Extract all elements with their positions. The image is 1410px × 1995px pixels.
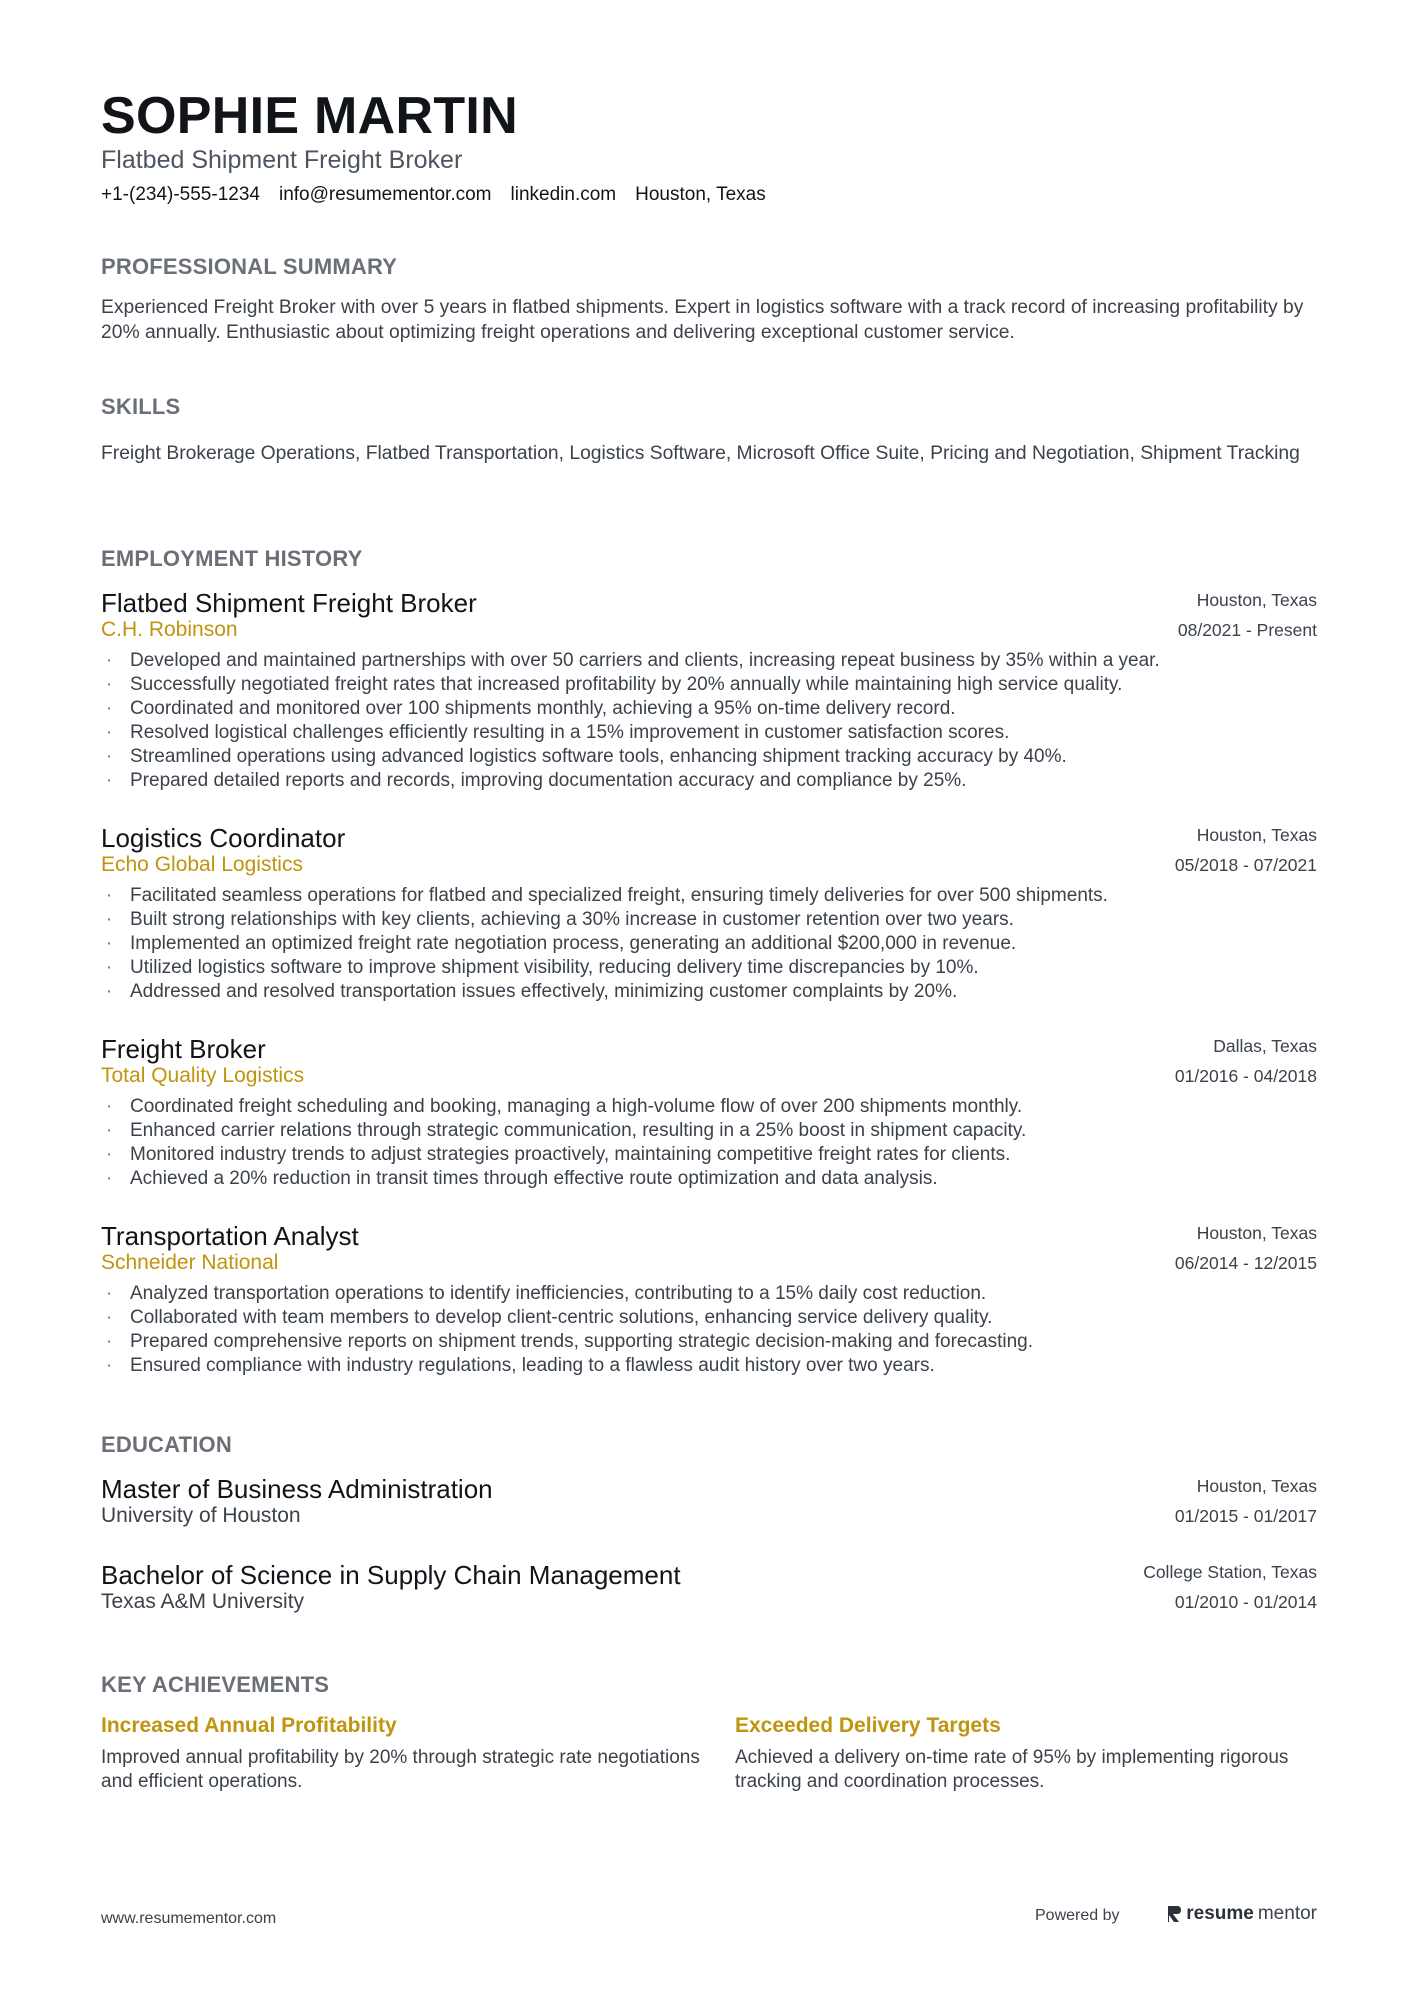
job-company: Total Quality Logistics [101, 1064, 305, 1087]
job-bullet: · Utilized logistics software to improve shipment visibility, reducing delivery time discrepancies by 10%. [101, 956, 1317, 980]
resumementor-logo-icon [1166, 1904, 1182, 1924]
candidate-title: Flatbed Shipment Freight Broker [101, 146, 463, 174]
job-bullet: · Implemented an optimized freight rate negotiation process, generating an additional $200,000 in revenue. [101, 932, 1317, 956]
brand-logo[interactable] [1166, 1903, 1317, 1925]
job-location: Houston, Texas [1196, 1223, 1317, 1243]
education-degree: Bachelor of Science in Supply Chain Management [101, 1560, 681, 1590]
education-dates: 01/2010 - 01/2014 [1174, 1592, 1317, 1612]
achievements-heading: KEY ACHIEVEMENTS [101, 1672, 330, 1697]
job-bullet: · Enhanced carrier relations through strategic communication, resulting in a 25% boost in shipment capacity. [101, 1119, 1317, 1143]
job-bullet: · Streamlined operations using advanced logistics software tools, enhancing shipment tracking accuracy by 40%. [101, 745, 1317, 769]
job-location: Houston, Texas [1196, 590, 1317, 610]
job-bullet: · Coordinated and monitored over 100 shipments monthly, achieving a 95% on-time delivery record. [101, 697, 1317, 721]
contact-line [101, 184, 766, 206]
job-title: Transportation Analyst [101, 1221, 359, 1251]
job-bullets [101, 884, 1317, 1004]
skills-heading: SKILLS [101, 394, 181, 419]
job-bullets [101, 1282, 1317, 1378]
job-bullet: · Prepared comprehensive reports on shipment trends, supporting strategic decision-making and forecasting. [101, 1330, 1317, 1354]
achievement-item [735, 1714, 1317, 1794]
job-title: Logistics Coordinator [101, 823, 346, 853]
job-bullet: · Ensured compliance with industry regulations, leading to a flawless audit history over two years. [101, 1354, 1317, 1378]
education-location: College Station, Texas [1143, 1562, 1317, 1582]
job-dates: 05/2018 - 07/2021 [1174, 855, 1317, 875]
achievement-text: Improved annual profitability by 20% through strategic rate negotiations and efficient operations. [101, 1747, 700, 1792]
education-location: Houston, Texas [1196, 1476, 1317, 1496]
job-bullet: · Achieved a 20% reduction in transit times through effective route optimization and data analysis. [101, 1167, 1317, 1191]
candidate-name: SOPHIE MARTIN [101, 87, 519, 145]
summary-text: Experienced Freight Broker with over 5 years in flatbed shipments. Expert in logistics software with a track record of increasing profitability by 20% annually. Enthusiastic about optimizing freight operations and delivering exceptional customer service. [101, 297, 1304, 343]
job-location: Houston, Texas [1196, 825, 1317, 845]
contact-location: Houston, Texas [635, 184, 766, 205]
contact-linkedin: linkedin.com [510, 184, 617, 205]
education-heading: EDUCATION [101, 1432, 232, 1457]
employment-heading: EMPLOYMENT HISTORY [101, 546, 363, 571]
job-company: Echo Global Logistics [101, 853, 303, 876]
job-bullet: · Coordinated freight scheduling and booking, managing a high-volume flow of over 200 shipments monthly. [101, 1095, 1317, 1119]
achievement-title: Increased Annual Profitability [101, 1714, 397, 1737]
brand-name-light: mentor [1257, 1903, 1317, 1924]
footer-powered-by: Powered by [1035, 1907, 1120, 1924]
summary-heading: PROFESSIONAL SUMMARY [101, 254, 398, 279]
footer-url[interactable]: www.resumementor.com [101, 1910, 277, 1927]
job-title: Flatbed Shipment Freight Broker [101, 588, 477, 618]
job-bullets [101, 1095, 1317, 1191]
achievement-text: Achieved a delivery on-time rate of 95% by implementing rigorous tracking and coordination processes. [735, 1747, 1289, 1792]
skills-text: Freight Brokerage Operations, Flatbed Transportation, Logistics Software, Microsoft Office Suite, Pricing and Negotiation, Shipment Tracking [101, 443, 1300, 464]
education-school: Texas A&M University [101, 1590, 305, 1613]
job-bullet: · Successfully negotiated freight rates that increased profitability by 20% annually while maintaining high service quality. [101, 673, 1317, 697]
contact-email: info@resumementor.com [278, 184, 492, 205]
brand-name-strong: resume [1186, 1903, 1254, 1924]
job-company: C.H. Robinson [101, 618, 238, 641]
job-bullet: · Prepared detailed reports and records, improving documentation accuracy and compliance by 25%. [101, 769, 1317, 793]
job-dates: 01/2016 - 04/2018 [1174, 1066, 1317, 1086]
resume-page [101, 0, 1317, 1995]
job-company: Schneider National [101, 1251, 279, 1274]
achievement-title: Exceeded Delivery Targets [735, 1714, 1001, 1737]
job-bullet: · Analyzed transportation operations to identify inefficiencies, contributing to a 15% daily cost reduction. [101, 1282, 1317, 1306]
job-bullet: · Collaborated with team members to develop client-centric solutions, enhancing service delivery quality. [101, 1306, 1317, 1330]
job-bullets [101, 649, 1317, 793]
job-title: Freight Broker [101, 1034, 266, 1064]
education-school: University of Houston [101, 1504, 301, 1527]
job-bullet: · Resolved logistical challenges efficiently resulting in a 15% improvement in customer satisfaction scores. [101, 721, 1317, 745]
education-dates: 01/2015 - 01/2017 [1174, 1506, 1317, 1526]
job-location: Dallas, Texas [1213, 1036, 1317, 1056]
job-bullet: · Monitored industry trends to adjust strategies proactively, maintaining competitive freight rates for clients. [101, 1143, 1317, 1167]
job-bullet: · Facilitated seamless operations for flatbed and specialized freight, ensuring timely deliveries for over 500 shipments. [101, 884, 1317, 908]
achievement-item [101, 1714, 701, 1794]
education-degree: Master of Business Administration [101, 1474, 493, 1504]
job-bullet: · Built strong relationships with key clients, achieving a 30% increase in customer retention over two years. [101, 908, 1317, 932]
job-dates: 06/2014 - 12/2015 [1174, 1253, 1317, 1273]
job-bullet: · Developed and maintained partnerships with over 50 carriers and clients, increasing repeat business by 35% within a year. [101, 649, 1317, 673]
job-bullet: · Addressed and resolved transportation issues effectively, minimizing customer complaints by 20%. [101, 980, 1317, 1004]
job-dates: 08/2021 - Present [1177, 620, 1317, 640]
contact-phone: +1-(234)-555-1234 [101, 184, 260, 205]
